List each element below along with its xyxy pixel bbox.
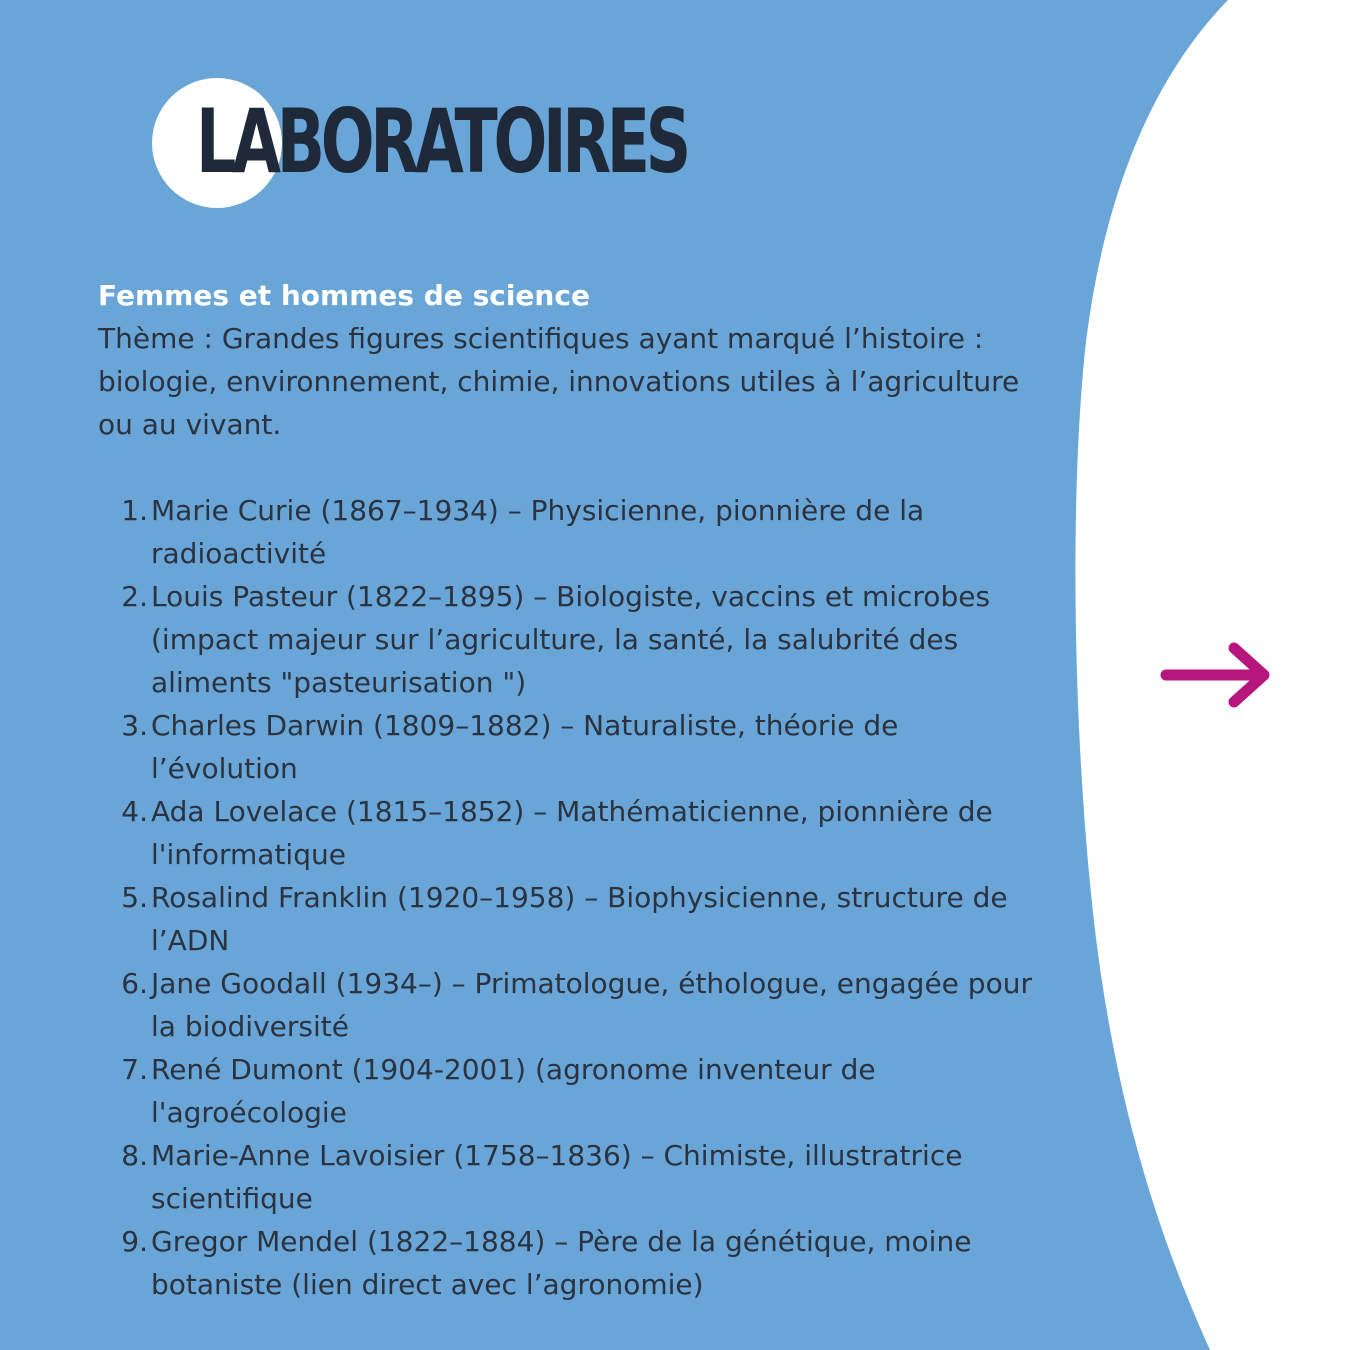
page-title: LABORATOIRES [196, 90, 687, 193]
list-item-number: 6. [121, 967, 148, 1000]
list-item-number: 4. [121, 795, 148, 828]
list-item-number: 7. [121, 1053, 148, 1086]
header [152, 78, 752, 208]
list-item [98, 1134, 1048, 1220]
list-item-number: 3. [121, 709, 148, 742]
list-item-text: Charles Darwin (1809–1882) – Naturaliste, théorie de l’évolution [151, 709, 899, 785]
list-item-text: Louis Pasteur (1822–1895) – Biologiste, vaccins et microbes (impact majeur sur l’agriculture, la santé, la salubrité des aliments "pasteurisation ") [151, 580, 991, 699]
main-content [98, 274, 1048, 1306]
arrow-right-icon[interactable] [1158, 640, 1272, 710]
list-item-number: 1. [121, 494, 148, 527]
list-item-number: 2. [121, 580, 148, 613]
list-item-text: René Dumont (1904-2001) (agronome inventeur de l'agroécologie [151, 1053, 876, 1129]
list-item-number: 5. [121, 881, 148, 914]
list-item-text: Jane Goodall (1934–) – Primatologue, éthologue, engagée pour la biodiversité [151, 967, 1032, 1043]
list-item [98, 704, 1048, 790]
list-item [98, 790, 1048, 876]
section-subtitle: Femmes et hommes de science [98, 279, 590, 312]
list-item-number: 9. [121, 1225, 148, 1258]
list-item-text: Marie Curie (1867–1934) – Physicienne, pionnière de la radioactivité [151, 494, 925, 570]
list-item [98, 876, 1048, 962]
list-item [98, 1048, 1048, 1134]
list-item-text: Ada Lovelace (1815–1852) – Mathématicienne, pionnière de l'informatique [151, 795, 993, 871]
list-item-number: 8. [121, 1139, 148, 1172]
theme-description: Thème : Grandes figures scientifiques ayant marqué l’histoire : biologie, environnement, chimie, innovations utiles à l’agriculture ou au vivant. [98, 322, 1020, 441]
scientist-list [98, 489, 1048, 1306]
list-item [98, 489, 1048, 575]
list-item [98, 962, 1048, 1048]
list-item-text: Marie-Anne Lavoisier (1758–1836) – Chimiste, illustratrice scientifique [151, 1139, 963, 1215]
list-item-text: Rosalind Franklin (1920–1958) – Biophysicienne, structure de l’ADN [151, 881, 1008, 957]
list-item [98, 1220, 1048, 1306]
list-item-text: Gregor Mendel (1822–1884) – Père de la génétique, moine botaniste (lien direct avec l’agronomie) [151, 1225, 972, 1301]
list-item [98, 575, 1048, 704]
